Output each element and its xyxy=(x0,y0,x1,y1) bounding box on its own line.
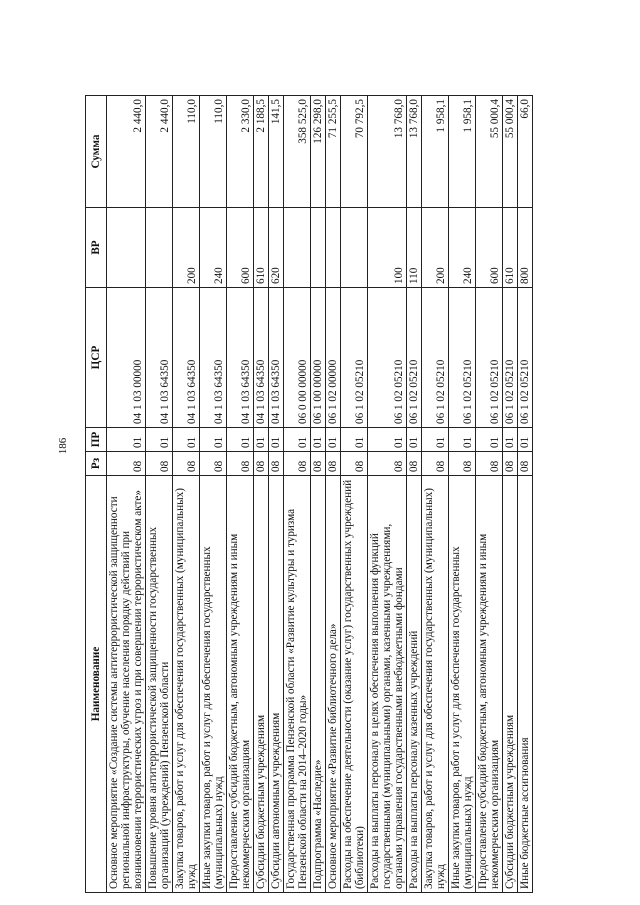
header-pr: ПР xyxy=(86,428,107,452)
csr-cell: 06 1 02 05210 xyxy=(341,288,368,428)
csr-cell: 04 1 03 64350 xyxy=(200,288,227,428)
name-cell: Закупка товаров, работ и услуг для обеспечения государственных (муниципальных) нужд xyxy=(173,476,200,893)
name-cell: Иные бюджетные ассигнования xyxy=(518,476,533,893)
table-row xyxy=(284,96,311,893)
name-cell: Расходы на обеспечение деятельности (оказание услуг) государственных учреждений (библиотеки) xyxy=(341,476,368,893)
name-cell: Субсидии автономным учреждениям xyxy=(269,476,284,893)
pr-cell: 01 xyxy=(368,428,407,452)
vr-cell: 110 xyxy=(407,208,422,288)
name-cell: Закупка товаров, работ и услуг для обеспечения государственных (муниципальных) нужд xyxy=(422,476,449,893)
rz-cell: 08 xyxy=(476,452,503,476)
name-cell: Предоставление субсидий бюджетным, автономным учреждениям и иным некоммерческим организациям xyxy=(476,476,503,893)
name-cell: Расходы на выплаты персоналу в целях обеспечения выполнения функций государственными (муниципальными) органами, казенными учреждениями, органами управления государственными внебюджетными фондами xyxy=(368,476,407,893)
table-row xyxy=(269,96,284,893)
table-row xyxy=(368,96,407,893)
rz-cell: 08 xyxy=(407,452,422,476)
rz-cell: 08 xyxy=(284,452,311,476)
pr-cell: 01 xyxy=(476,428,503,452)
csr-cell: 04 1 03 64350 xyxy=(146,288,173,428)
pr-cell: 01 xyxy=(269,428,284,452)
sum-cell: 358 525,0 xyxy=(284,96,311,208)
table-row xyxy=(200,96,227,893)
name-cell: Подпрограмма «Наследие» xyxy=(311,476,326,893)
rz-cell: 08 xyxy=(449,452,476,476)
csr-cell: 04 1 03 64350 xyxy=(173,288,200,428)
table-row xyxy=(326,96,341,893)
vr-cell xyxy=(107,208,146,288)
header-sum: Сумма xyxy=(86,96,107,208)
vr-cell: 600 xyxy=(476,208,503,288)
table-row xyxy=(407,96,422,893)
sum-cell: 126 298,0 xyxy=(311,96,326,208)
name-cell: Основное мероприятие «Создание системы антитеррористической защищенности региональной инфраструктуры, обучение населения порядку действий при возникновении террористических угроз и при совершении террористическом акте» xyxy=(107,476,146,893)
rz-cell: 08 xyxy=(326,452,341,476)
name-cell: Субсидии бюджетным учреждениям xyxy=(254,476,269,893)
csr-cell: 06 1 02 00000 xyxy=(326,288,341,428)
table-row xyxy=(503,96,518,893)
pr-cell: 01 xyxy=(449,428,476,452)
csr-cell: 06 1 02 05210 xyxy=(503,288,518,428)
sum-cell: 2 440,0 xyxy=(107,96,146,208)
header-rz: Рз xyxy=(86,452,107,476)
csr-cell: 06 1 00 00000 xyxy=(311,288,326,428)
budget-table xyxy=(85,95,533,893)
header-name: Наименование xyxy=(86,476,107,893)
vr-cell: 240 xyxy=(200,208,227,288)
csr-cell: 04 1 03 64350 xyxy=(227,288,254,428)
rz-cell: 08 xyxy=(200,452,227,476)
csr-cell: 04 1 03 00000 xyxy=(107,288,146,428)
pr-cell: 01 xyxy=(326,428,341,452)
table-row xyxy=(422,96,449,893)
vr-cell: 610 xyxy=(503,208,518,288)
table-row xyxy=(227,96,254,893)
pr-cell: 01 xyxy=(341,428,368,452)
name-cell: Повышение уровня антитеррористической защищенности государственных организаций (учреждений) Пензенской области xyxy=(146,476,173,893)
vr-cell xyxy=(284,208,311,288)
rz-cell: 08 xyxy=(518,452,533,476)
budget-table-container xyxy=(85,96,605,893)
sum-cell: 55 000,4 xyxy=(476,96,503,208)
sum-cell: 110,0 xyxy=(200,96,227,208)
table-row xyxy=(146,96,173,893)
table-row xyxy=(476,96,503,893)
name-cell: Расходы на выплаты персоналу казенных учреждений xyxy=(407,476,422,893)
table-row xyxy=(518,96,533,893)
table-row xyxy=(254,96,269,893)
rz-cell: 08 xyxy=(368,452,407,476)
pr-cell: 01 xyxy=(284,428,311,452)
csr-cell: 06 1 02 05210 xyxy=(518,288,533,428)
vr-cell: 600 xyxy=(227,208,254,288)
vr-cell: 200 xyxy=(422,208,449,288)
sum-cell: 55 000,4 xyxy=(503,96,518,208)
table-row xyxy=(173,96,200,893)
name-cell: Иные закупки товаров, работ и услуг для обеспечения государственных (муниципальных) нужд xyxy=(200,476,227,893)
rz-cell: 08 xyxy=(254,452,269,476)
sum-cell: 2 330,0 xyxy=(227,96,254,208)
pr-cell: 01 xyxy=(311,428,326,452)
vr-cell: 100 xyxy=(368,208,407,288)
vr-cell: 620 xyxy=(269,208,284,288)
table-body xyxy=(107,96,533,893)
csr-cell: 06 1 02 05210 xyxy=(368,288,407,428)
vr-cell: 610 xyxy=(254,208,269,288)
csr-cell: 06 1 02 05210 xyxy=(476,288,503,428)
rz-cell: 08 xyxy=(107,452,146,476)
name-cell: Государственная программа Пензенской области «Развитие культуры и туризма Пензенской области на 2014–2020 годы» xyxy=(284,476,311,893)
csr-cell: 06 1 02 05210 xyxy=(407,288,422,428)
rz-cell: 08 xyxy=(227,452,254,476)
vr-cell: 800 xyxy=(518,208,533,288)
csr-cell: 06 1 02 05210 xyxy=(422,288,449,428)
sum-cell: 71 255,5 xyxy=(326,96,341,208)
vr-cell: 200 xyxy=(173,208,200,288)
rz-cell: 08 xyxy=(173,452,200,476)
pr-cell: 01 xyxy=(503,428,518,452)
table-row xyxy=(449,96,476,893)
pr-cell: 01 xyxy=(254,428,269,452)
rz-cell: 08 xyxy=(503,452,518,476)
sum-cell: 13 768,0 xyxy=(368,96,407,208)
sum-cell: 1 958,1 xyxy=(422,96,449,208)
page-number: 186 xyxy=(57,437,69,455)
header-vr: ВР xyxy=(86,208,107,288)
vr-cell: 240 xyxy=(449,208,476,288)
table-row xyxy=(107,96,146,893)
name-cell: Иные закупки товаров, работ и услуг для обеспечения государственных (муниципальных) нужд xyxy=(449,476,476,893)
sum-cell: 66,0 xyxy=(518,96,533,208)
sum-cell: 2 188,5 xyxy=(254,96,269,208)
csr-cell: 04 1 03 64350 xyxy=(269,288,284,428)
vr-cell xyxy=(146,208,173,288)
name-cell: Субсидии бюджетным учреждениям xyxy=(503,476,518,893)
name-cell: Предоставление субсидий бюджетным, автономным учреждениям и иным некоммерческим организациям xyxy=(227,476,254,893)
sum-cell: 13 768,0 xyxy=(407,96,422,208)
rz-cell: 08 xyxy=(311,452,326,476)
table-header-row xyxy=(86,96,107,893)
pr-cell: 01 xyxy=(227,428,254,452)
pr-cell: 01 xyxy=(107,428,146,452)
sum-cell: 110,0 xyxy=(173,96,200,208)
vr-cell xyxy=(311,208,326,288)
csr-cell: 04 1 03 64350 xyxy=(254,288,269,428)
pr-cell: 01 xyxy=(407,428,422,452)
sum-cell: 141,5 xyxy=(269,96,284,208)
rz-cell: 08 xyxy=(422,452,449,476)
rz-cell: 08 xyxy=(269,452,284,476)
pr-cell: 01 xyxy=(518,428,533,452)
pr-cell: 01 xyxy=(200,428,227,452)
table-row xyxy=(311,96,326,893)
vr-cell xyxy=(326,208,341,288)
pr-cell: 01 xyxy=(422,428,449,452)
table-row xyxy=(341,96,368,893)
sum-cell: 70 792,5 xyxy=(341,96,368,208)
pr-cell: 01 xyxy=(146,428,173,452)
rz-cell: 08 xyxy=(341,452,368,476)
csr-cell: 06 1 02 05210 xyxy=(449,288,476,428)
name-cell: Основное мероприятие «Развитие библиотечного дела» xyxy=(326,476,341,893)
header-csr: ЦСР xyxy=(86,288,107,428)
vr-cell xyxy=(341,208,368,288)
pr-cell: 01 xyxy=(173,428,200,452)
sum-cell: 1 958,1 xyxy=(449,96,476,208)
rz-cell: 08 xyxy=(146,452,173,476)
sum-cell: 2 440,0 xyxy=(146,96,173,208)
csr-cell: 06 0 00 00000 xyxy=(284,288,311,428)
